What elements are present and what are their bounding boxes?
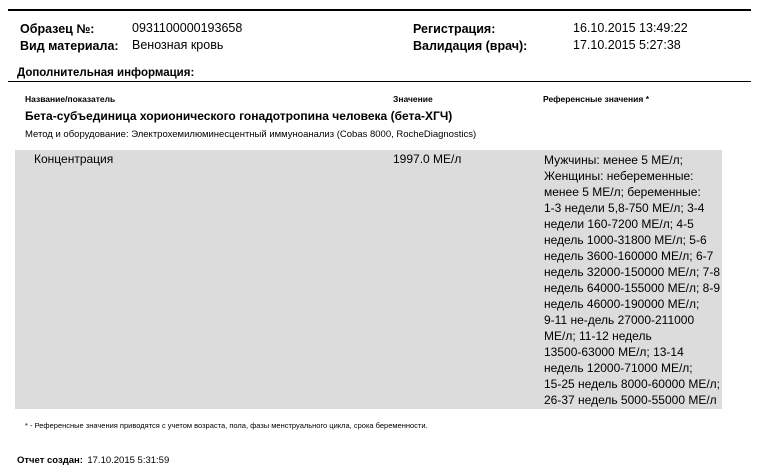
section-rule: [8, 81, 751, 82]
reference-line: Женщины: небеременные:: [544, 169, 694, 183]
sample-number-label: Образец №:: [20, 22, 95, 36]
validation-label: Валидация (врач):: [413, 39, 528, 53]
section-title: Дополнительная информация:: [17, 67, 195, 79]
column-header-name: Название/показатель: [25, 94, 116, 104]
validation-value: 17.10.2015 5:27:38: [573, 38, 681, 52]
test-method: Метод и оборудование: Электрохемилюминесцентный иммуноанализ (Cobas 8000, RocheDiagnostics): [25, 129, 477, 140]
registration-label: Регистрация:: [413, 22, 496, 36]
reference-line: 9-11 не-дель 27000-211000: [544, 313, 695, 327]
reference-line: 26-37 недель 5000-55000 МЕ/л: [544, 393, 717, 407]
report-created-value: 17.10.2015 5:31:59: [87, 455, 170, 466]
reference-line: недель 46000-190000 МЕ/л;: [544, 297, 700, 311]
reference-line: 15-25 недель 8000-60000 МЕ/л;: [544, 377, 720, 391]
reference-line: недель 1000-31800 МЕ/л; 5-6: [544, 233, 707, 247]
column-header-reference: Референсные значения *: [543, 94, 650, 104]
reference-line: недель 3600-160000 МЕ/л; 6-7: [544, 249, 714, 263]
reference-line: Мужчины: менее 5 МЕ/л;: [544, 153, 683, 167]
reference-line: недель 32000-150000 МЕ/л; 7-8: [544, 265, 720, 279]
report-created: [17, 450, 169, 468]
reference-line: недели 160-7200 МЕ/л; 4-5: [544, 217, 694, 231]
reference-line: 13500-63000 МЕ/л; 13-14: [544, 345, 684, 359]
test-title: Бета-субъединица хорионического гонадотропина человека (бета-ХГЧ): [25, 109, 453, 123]
result-value: 1997.0 МЕ/л: [393, 152, 462, 166]
sample-number-value: 0931100000193658: [132, 21, 243, 35]
footnote: * - Референсные значения приводятся с учетом возраста, пола, фазы менструального цикла, срока беременности.: [25, 421, 428, 430]
reference-values: [544, 152, 724, 408]
material-label: Вид материала:: [20, 39, 119, 53]
reference-line: менее 5 МЕ/л; беременные:: [544, 185, 701, 199]
material-value: Венозная кровь: [132, 38, 224, 52]
column-header-value: Значение: [393, 94, 433, 104]
report-created-label: Отчет создан:: [17, 455, 83, 466]
reference-line: недель 12000-71000 МЕ/л;: [544, 361, 693, 375]
registration-value: 16.10.2015 13:49:22: [573, 21, 688, 35]
reference-line: 1-3 недели 5,8-750 МЕ/л; 3-4: [544, 201, 705, 215]
top-rule: [8, 9, 751, 11]
reference-line: недель 64000-155000 МЕ/л; 8-9: [544, 281, 720, 295]
reference-line: МЕ/л; 11-12 недель: [544, 329, 652, 343]
result-name: Концентрация: [34, 152, 114, 166]
